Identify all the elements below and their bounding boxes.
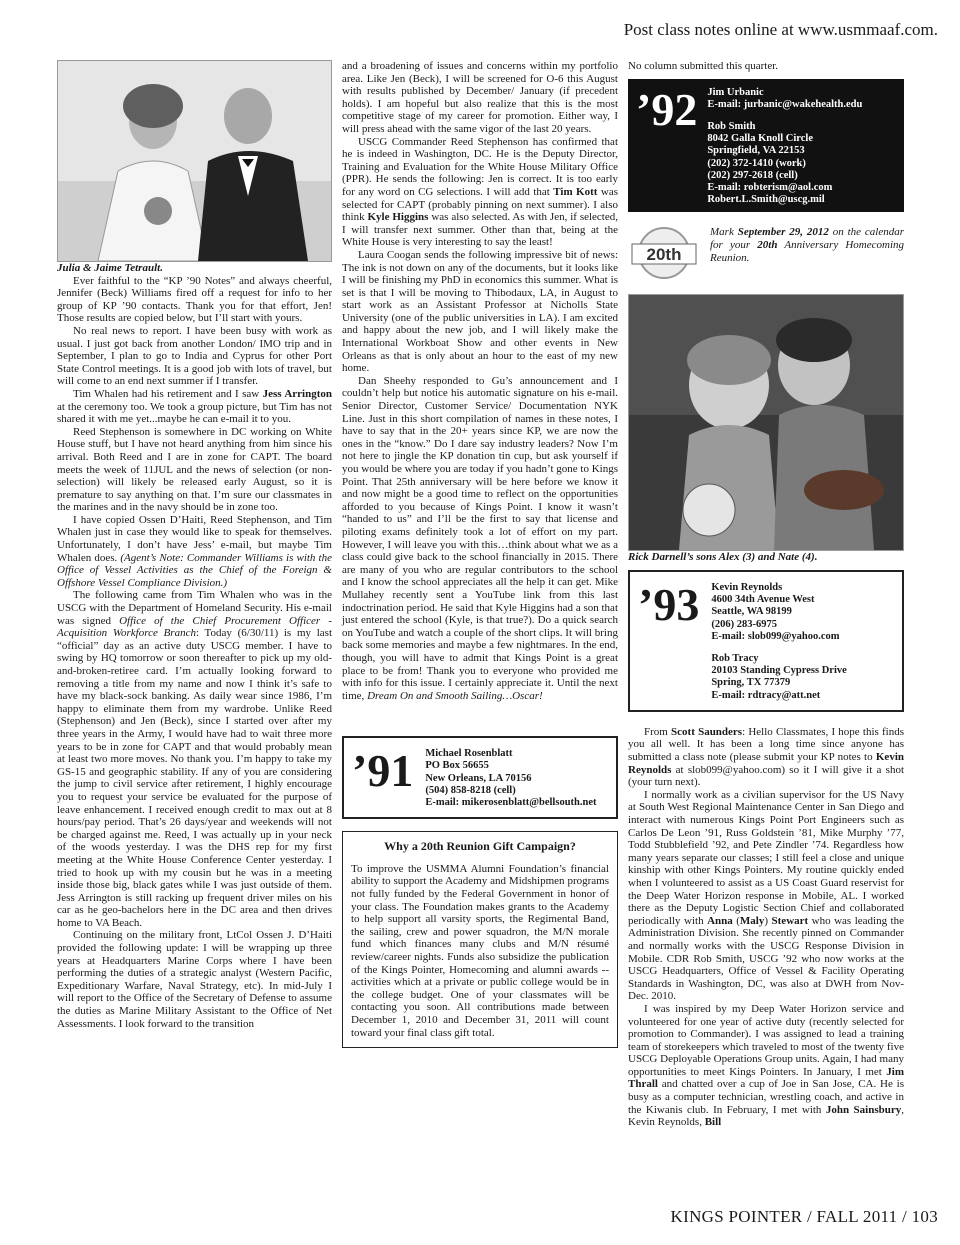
contact-info: Kevin Reynolds 4600 34th Avenue West Seattle, WA 98199 (206) 283-6975 E-mail: slob099@yahoo.com Rob Tracy 20103 Standing Cypress Drive Spring, TX 77379 E-mail: rdtracy@att.net [711,582,847,701]
bold-name: Jess Arrington [262,387,332,400]
class-93-contact-box [628,570,904,712]
column-1 [57,60,332,1030]
paragraph: I was inspired by my Deep Water Horizon service and volunteered for one year of active duty (recently selected for promotion to Commander). I was assigned to lead a training team of storekeepers which traveled to most of the twenty five USCG Deployable Operations Group units. Again, I had many opportunities to meet Kings Pointers. In January, I met Jim Thrall and chatted over a cup of Joe in San Jose, CA. He is busy as a computer technician, wrestling coach, and active in the Kiwanis club. In February, I met with John Sainsbury, Kevin Reynolds, Bill [628,1002,904,1129]
paragraph: Laura Coogan sends the following impressive bit of news: The ink is not down on any of the documents, but it looks like I will be finishing my PhD in economics this summer. What is set is that I will be moving to Thibodaux, LA, in August to start work as an Assistant Professor at Nicholls State University (one of the public universities in LA). I am excited and happy about the new job, and I will likely make the International Workboat Show and other events in New Orleans as that is only about an hour to the east of my new home. [342,248,618,375]
paragraph: No real news to report. I have been busy with work as usual. I just got back from another London/ IMO trip and in September, I plan to go to India and Cyprus for other Port State Control meetings. It is a good job with lots of travel, but will come to an end next summer if I transfer. [57,324,332,388]
reunion-notice [628,226,904,280]
class-year: ’92 [636,83,698,135]
bold-name: Tim Kott [553,185,598,198]
paragraph: The following came from Tim Whalen who was in the USCG with the Department of Homeland Security. His e-mail was signed Office of the Chief Procurement Officer - Acquisition Workforce Branch: Today (6/30/11) is my last “official” day as an active duty USCG member. I have to swing by HQ tomorrow or soon thereafter to pick up my old-and-broken-retiree card. I’m actually looking forward to removing a title from my name and now I think it’s safe to have my black-sock banking. As daily wear since 1986, I’m happy to eliminate them from my wardrobe. Unlike Reed (Stephenson) and Jen (Beck), since I started over after my three years in the Army, I would have had to wait three more years to be in zone for CAPT and that would probably mean at least two more moves. No thank you. I’m happy to take my GS-15 and geographic stability. If any of you are considering the jump to civil service after retirement, I highly encourage you to request your service be evaluated for the purpose of leave enhancement. I received enough credit to max out at 8 hours/pay period. That’s 26 days/year and weekends will not be charged against me. Reed, I was actually up in your neck of the woods yesterday. I was the DHS rep for my first meeting at the White House Conference Center yesterday. I tried to hook up with my cousin but he was in a meeting inside those big, black gates while I was just outside of them. Jess Arrington is still racking up frequent driver miles on his car as he geo-bachelors here in the DC area and then drives home to VA Beach. [57,589,333,929]
gift-campaign-text: To improve the USMMA Alumni Foundation’s financial ability to support the Academy and Midshipmen programs not fully funded by the Federal Government in honor of your class. The Foundation makes grants to the Academy to help support all varsity sports, the Regimental Band, the sailing, crew and power squadron, the M/N morale fund which finances many clubs and M/N résumé review/career nights. Funds also subsidize the publication of the Kings Pointer, Homecoming and alumni awards -- activities which at a private or public college would be in the college budget. One of your classmates will be contacting you soon. All contributions made between December 1, 2010 and December 31, 2011 will count toward your final class gift total. [351,862,609,1039]
gift-campaign-title: Why a 20th Reunion Gift Campaign? [384,839,576,854]
header-url: Post class notes online at www.usmmaaf.com. [623,20,938,39]
reunion-text: Mark September 29, 2012 on the calendar for your 20th Anniversary Homecoming Reunion. [710,226,905,265]
gift-campaign-box [342,831,618,1048]
class-91-contact-box [342,736,618,819]
bold-name: Kyle Higgins [367,211,429,224]
paragraph: and a broadening of issues and concerns within my portfolio area. Like Jen (Beck), I will be screened for O-6 this August with results published by December/ January (if precedent holds). I am hopeful but also realize that this is the most competitive stage of my career for promotion. Either way, I will press ahead with the same vigor of the last 20 years. [342,60,618,135]
column-2 [342,60,618,1048]
paragraph: I have copied Ossen D’Haiti, Reed Stephenson, and Tim Whalen just in case they would like to speak for themselves. Unfortunately, I don’t have Jess’ e-mail, but maybe Tim Whalen does. (Agent’s Note: Commander Williams is with the Office of Vessel Activities as the Chief of the Foreign & Offshore Vessel Compliance Division.) [57,513,332,589]
kids-photo-illustration [629,295,903,550]
photo-darnell-sons [628,294,904,551]
paragraph: USCG Commander Reed Stephenson has confirmed that he is indeed in Washington, DC. He is the Deputy Director, Training and Evaluation for the White House Military Office (PPR). He sends the following: Jen is correct. It is too early for any word on CG selections. I will add that Tim Kott was selected for CAPT (probably pinning on next summer). I also think Kyle Higgins was also selected. As with Jen, if selected, I will transfer next summer. Other than that, being at the White House is very interesting to say the least! [342,135,618,249]
signoff: Dream On and Smooth Sailing…Oscar! [367,689,543,702]
svg-text:20th: 20th [646,245,682,265]
20th-reunion-badge-icon [628,226,700,280]
no-column-note: No column submitted this quarter. [628,60,779,72]
paragraph: I normally work as a civilian supervisor for the US Navy at South West Regional Maintenance Center in San Diego and interact with numerous Kings Point Port Engineers such as Carlos De Leon ’91, Russ Goldstein ’81, Mike Murphy ’77, Todd Stubblefield ’92, and Pete Zindler ’74. Regardless how many years separate our classes; I still feel a close and unique kinship with other Kings Pointers. My routine quickly ended when I volunteered to assist as a US Coast Guard reservist for the Deep Water Horizon response in Mobile, AL. I worked there as the Deputy Logistic Section Chief and collaborated periodically with Anna (Maly) Stewart who was leading the Administration Division. She recently pinned on Commander and normally works with the USCG Response Division in Mobile. CDR Rob Smith, USCG ’92 who now works at the USCG Headquarters, Office of Vessel & Facility Operating Standards in Washington, DC, was also at DWH from Nov-Dec. 2010. [628,788,904,1003]
paragraph: Reed Stephenson is somewhere in DC working on White House stuff, but I have not heard anything from him since his arrival. Both Reed and I are in zone for CAPT. The board meets the week of 11JUL and the news of selection (or non-selection) will likely be released early August, so it is premature to say anything on that. I’m sure our classmates in the marines and in the navy should be in zone too. [57,425,332,514]
paragraph: Ever faithful to the “KP ’90 Notes” and always cheerful, Jennifer (Beck) Williams fired off a request for info to her group of KP ’90 contacts. Thank you for that effort, Jen! Those results are copied below, but I’ll start with yours. [57,274,332,325]
column-3 [628,60,904,1129]
photo-wedding-couple [57,60,332,262]
italic-title: Office of the Chief Procurement Officer - Acquisition Workforce Branch [57,614,333,640]
class-92-contact-box [628,79,904,213]
paragraph: From Scott Saunders: Hello Classmates, I hope this finds you all well. It has been a long time since anyone has submitted a class note (please submit your KP notes to Kevin Reynolds at slob099@yahoo.com) so it I will give it a shot (your turn next). [628,725,904,789]
paragraph: Dan Sheehy responded to Gu’s announcement and I couldn’t help but notice his automatic signature on his e-mail. Senior Director, Customer Service/ Documentation NYK Line. Just in this short compilation of names in these notes, I have to say that in the 20+ years since KP, we are now the ones in the “know.” Do I dare say industry leaders? Now I’m not here to jingle the KP donation tin cup, but ask yourself if you would be where you are today if you hadn’t gone to Kings Point. That 25th anniversary will be here before we know it and now might be a good time to reflect on the opportunities afforded to you because of Kings Point. I know it wasn’t “handed to us” and I’ll be the first to say that license and piloting exams definitely took a lot of effort on my part. However, I will leave you with this…think about what we as a class could give back to the school financially in 2015. There are many of you who are regular contributors to the school and I know the school appreciates all the help it can get. Mike Mullahey recently sent a YouTube link from this last indoctrination period. He said that Kyle Higgins had a son that just entered the school (Kyle, is that true?). Do a quick search on YouTube and watch a couple of the short clips. It will bring back some memories and maybe a few nightmares. In the end, though, you will have to admit that Kings Point is a great place to be from! Thank you to everyone who provided me with info for this issue. I certainly appreciate it. Until the next time, Dream On and Smooth Sailing…Oscar! [342,374,618,702]
page-footer: KINGS POINTER / FALL 2011 / 103 [670,1207,938,1226]
caption-wedding: Julia & Jaime Tetrault. [57,262,163,274]
contact-info: Jim Urbanic E-mail: jurbanic@wakehealth.edu Rob Smith 8042 Galla Knoll Circle Springfield, VA 22153 (202) 372-1410 (work) (202) 297-2618 (cell) E-mail: robterism@aol.com Robert.L.Smith@uscg.mil [707,86,863,206]
agents-note: (Agent’s Note: Commander Williams is with the Office of Vessel Activities as the Chief of the Foreign & Offshore Vessel Compliance Division.) [57,551,332,589]
class-year: ’93 [638,579,700,631]
class-year: ’91 [352,745,414,797]
caption-darnell-sons: Rick Darnell’s sons Alex (3) and Nate (4). [628,551,818,564]
contact-info: Michael Rosenblatt PO Box 56655 New Orleans, LA 70156 (504) 858-8218 (cell) E-mail: mikerosenblatt@bellsouth.net [425,748,597,809]
paragraph: Tim Whalen had his retirement and I saw Jess Arrington at the ceremony too. We took a group picture, but Tim has not shared it with me yet...maybe he can e-mail it to you. [57,387,332,426]
paragraph: Continuing on the military front, LtCol Ossen J. D’Haiti provided the following update: I will be wrapping up three years at Headquarters Marine Corps where I have been performing the duties of a strategic analyst (Western Pacific, Expeditionary Warfare, Naval Strategy, etc). In mid-July I will report to the Office of the Secretary of Defense to assume the duties as Marine Military Assistant to the Office of Net Assessments. I look forward to the transition [57,929,332,1030]
wedding-photo-illustration [58,61,331,261]
